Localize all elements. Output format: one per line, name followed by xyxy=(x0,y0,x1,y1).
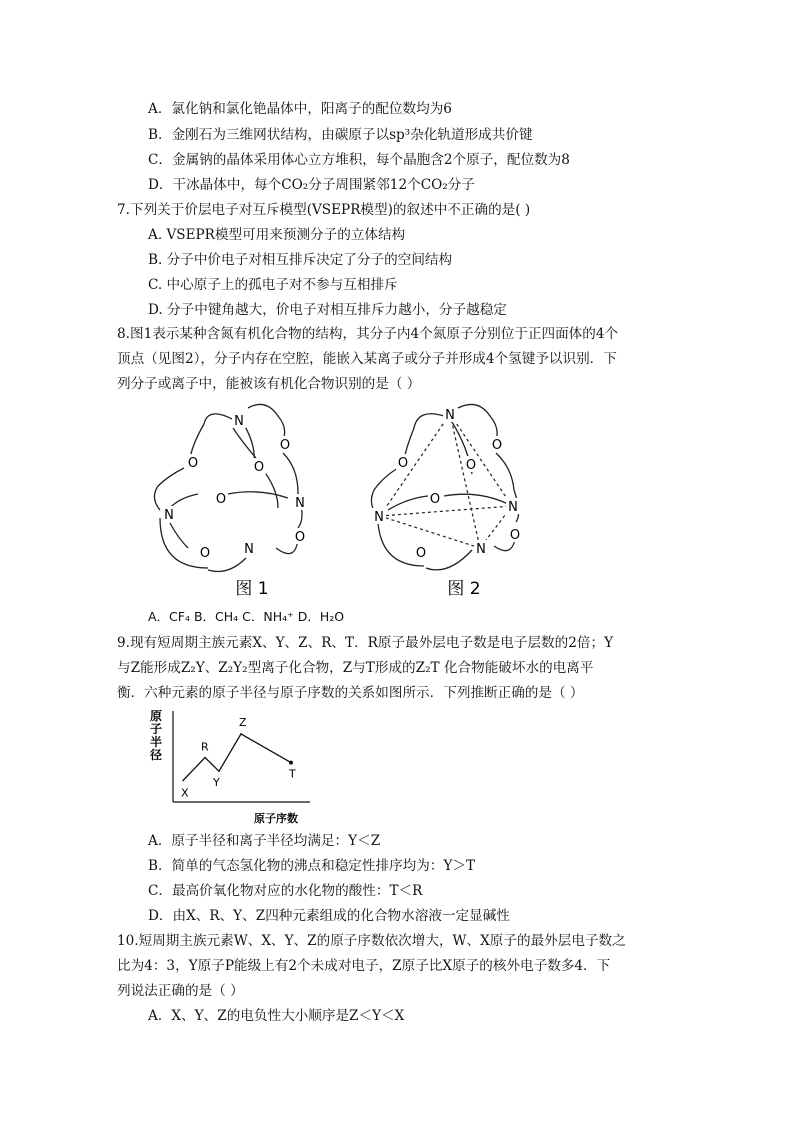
q9-option-a: A．原子半径和离子半径均满足：Y＜Z xyxy=(148,833,381,849)
q8-stem-line-2: 顶点（见图2），分子内存在空腔，能嵌入某离子或分子并形成4个氢键予以识别．下 xyxy=(117,351,617,367)
fig2-o-2: O xyxy=(397,456,409,471)
chart-point-t xyxy=(289,761,293,765)
chart-point-label-x: X xyxy=(181,786,189,800)
q8-options: A．CF₄ B．CH₄ C．NH₄⁺ D．H₂O xyxy=(148,609,345,624)
chart-point-y xyxy=(218,770,220,772)
chart-x-label: 原子序数 xyxy=(254,812,298,825)
fig2-o-1: O xyxy=(491,438,503,453)
chart-series-line xyxy=(183,734,291,781)
fig1-o-1: O xyxy=(279,438,291,453)
fig1-n-left: N xyxy=(164,508,174,523)
chart-point-label-y: Y xyxy=(213,776,220,790)
fig2-o-5: O xyxy=(509,528,521,543)
q6-option-b: B．金刚石为三维网状结构，由碳原子以sp³杂化轨道形成共价键 xyxy=(148,127,533,143)
figure-2-caption: 图 2 xyxy=(447,579,481,599)
fig1-o-5: O xyxy=(294,530,306,545)
fig1-o-2: O xyxy=(187,456,199,471)
q6-option-c: C．金属钠的晶体采用体心立方堆积，每个晶胞含2个原子，配位数为8 xyxy=(148,152,570,168)
chart-point-label-r: R xyxy=(201,740,209,754)
chart-y-label-char: 半 xyxy=(149,735,163,749)
chart-point-label-t: T xyxy=(289,767,296,781)
q10-option-a: A．X、Y、Z的电负性大小顺序是Z＜Y＜X xyxy=(148,1008,405,1024)
q7-option-a: A. VSEPR模型可用来预测分子的立体结构 xyxy=(148,227,406,243)
fig2-o-6: O xyxy=(415,546,427,561)
q8-stem-line-3: 列分子或离子中，能被该有机化合物识别的是（ ） xyxy=(117,376,421,392)
chart-point-z xyxy=(240,733,242,735)
q9-option-c: C．最高价氧化物对应的水化物的酸性：T＜R xyxy=(148,883,423,899)
figure-1-cryptand xyxy=(148,398,343,603)
fig2-o-3: O xyxy=(465,458,477,473)
q7-option-b: B. 分子中价电子对相互排斥决定了分子的空间结构 xyxy=(148,252,453,268)
chart-point-x xyxy=(182,780,184,782)
fig2-n-top: N xyxy=(445,408,455,423)
figure-1-caption: 图 1 xyxy=(235,579,269,599)
q9-stem-line-2: 与Z能形成Z₂Y、Z₂Y₂型离子化合物，Z与T形成的Z₂T 化合物能破坏水的电离平 xyxy=(117,660,594,676)
q6-option-a: A．氯化钠和氯化铯晶体中，阳离子的配位数均为6 xyxy=(148,101,452,117)
q9-option-d: D．由X、R、Y、Z四种元素组成的化合物水溶液一定显碱性 xyxy=(148,908,510,924)
q9-stem-line-3: 衡．六种元素的原子半径与原子序数的关系如图所示．下列推断正确的是（ ） xyxy=(117,685,584,701)
fig2-n-right: N xyxy=(508,500,518,515)
q10-stem-line-1: 10.短周期主族元素W、X、Y、Z的原子序数依次增大，W、X原子的最外层电子数之 xyxy=(117,933,626,949)
chart-point-label-z: Z xyxy=(239,715,247,729)
chart-point-r xyxy=(204,757,206,759)
fig1-n-top: N xyxy=(234,414,244,429)
fig1-o-6: O xyxy=(199,546,211,561)
q7-option-d: D. 分子中键角越大，价电子对相互排斥力越小，分子越稳定 xyxy=(148,302,507,318)
q7-stem: 7.下列关于价层电子对互斥模型(VSEPR模型)的叙述中不正确的是( ) xyxy=(117,202,531,218)
figure-2-tetrahedron xyxy=(368,398,568,603)
fig2-n-bottom: N xyxy=(476,542,486,557)
chart-y-label-char: 原 xyxy=(149,709,163,723)
fig1-n-right: N xyxy=(295,496,305,511)
q10-stem-line-3: 列说法正确的是（ ） xyxy=(117,983,244,999)
fig1-o-4: O xyxy=(215,492,227,507)
q7-option-c: C. 中心原子上的孤电子对不参与互相排斥 xyxy=(148,277,398,293)
atomic-radius-chart xyxy=(145,706,315,826)
q10-stem-line-2: 比为4：3，Y原子P能级上有2个未成对电子，Z原子比X原子的核外电子数多4．下 xyxy=(117,958,611,974)
fig2-o-4: O xyxy=(429,492,441,507)
fig1-n-bottom: N xyxy=(244,542,254,557)
chart-y-label-char: 径 xyxy=(149,748,163,762)
q9-option-b: B．简单的气态氢化物的沸点和稳定性排序均为：Y＞T xyxy=(148,858,476,874)
q9-stem-line-1: 9.现有短周期主族元素X、Y、Z、R、T．R原子最外层电子数是电子层数的2倍；Y xyxy=(117,635,614,651)
q6-option-d: D．干冰晶体中，每个CO₂分子周围紧邻12个CO₂分子 xyxy=(148,177,475,193)
fig1-o-3: O xyxy=(253,460,265,475)
fig2-n-left: N xyxy=(374,510,384,525)
chart-y-label-char: 子 xyxy=(149,722,163,736)
q8-stem-line-1: 8.图1表示某种含氮有机化合物的结构，其分子内4个氮原子分别位于正四面体的4个 xyxy=(117,326,619,342)
